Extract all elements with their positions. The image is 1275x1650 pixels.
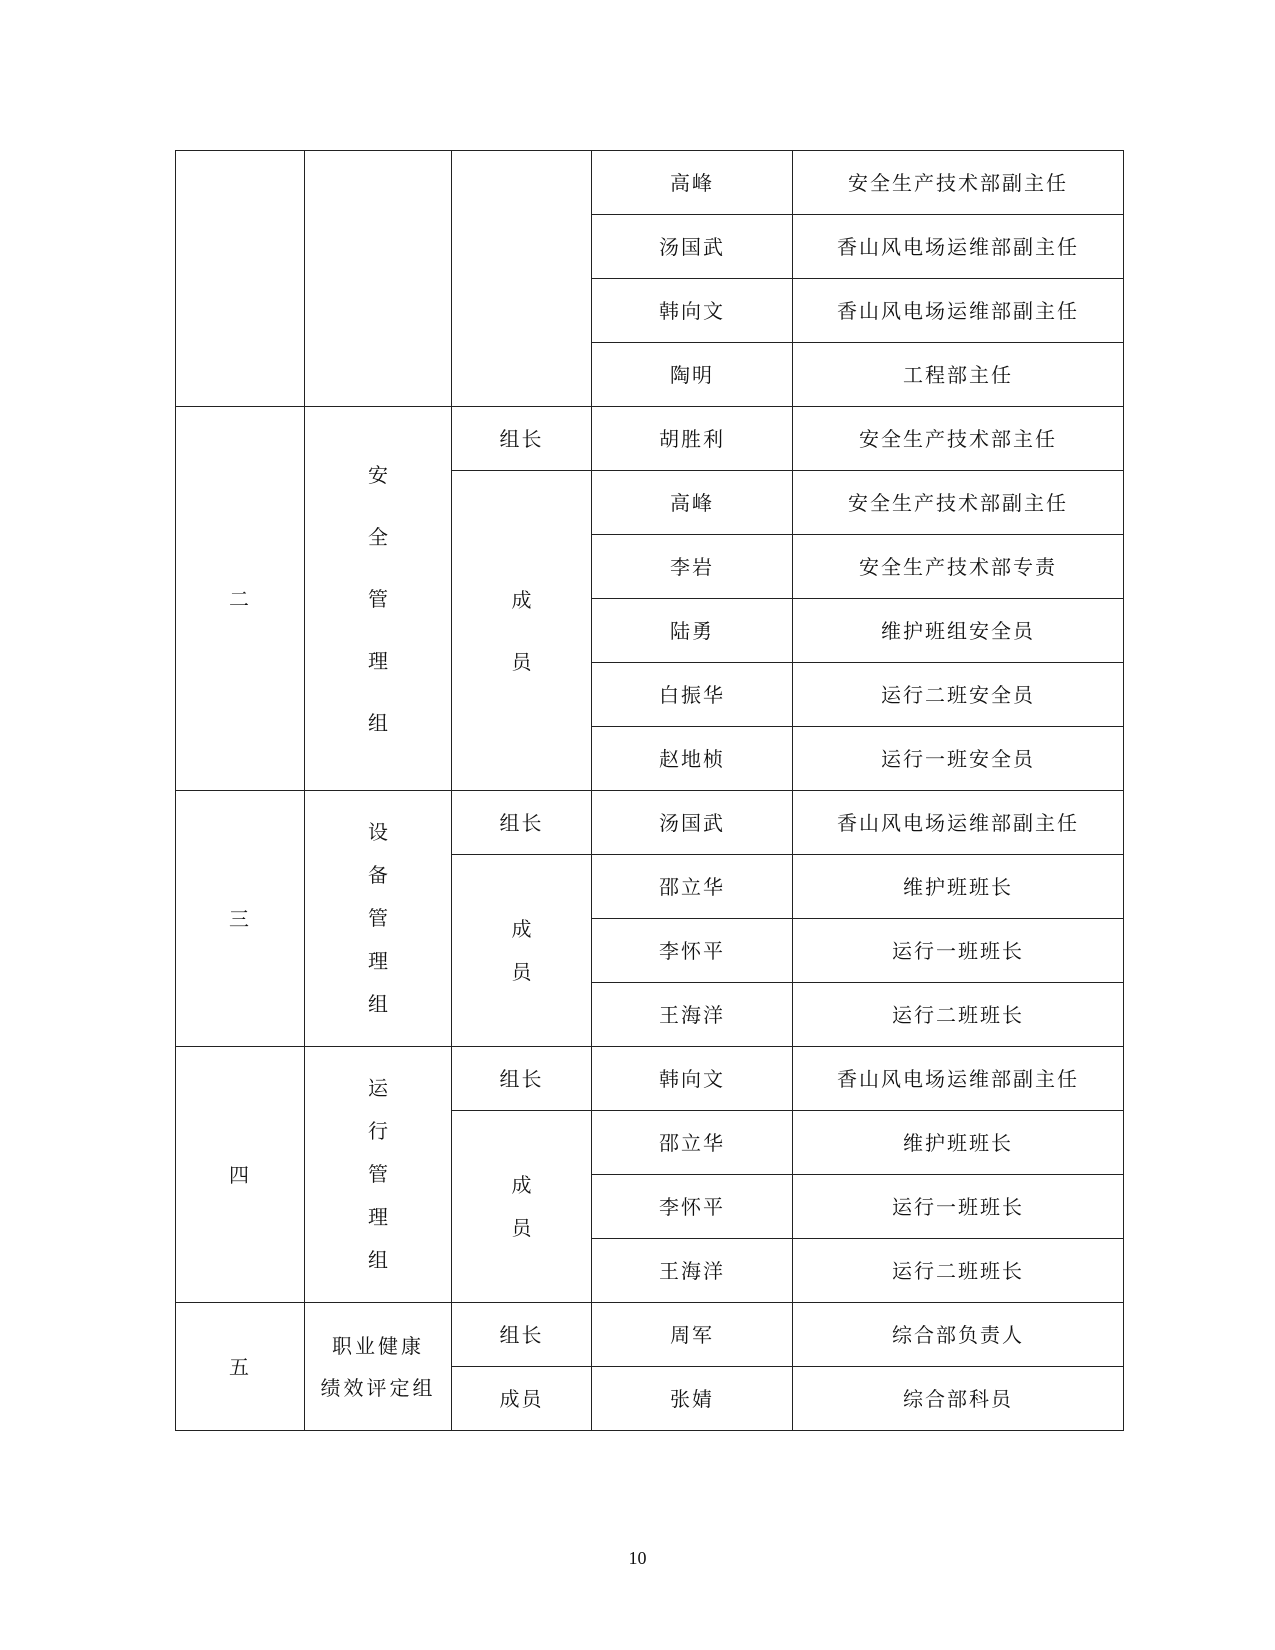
member-name: 李怀平 (592, 1175, 793, 1239)
leader-position: 香山风电场运维部副主任 (793, 791, 1124, 855)
member-name: 赵地桢 (592, 727, 793, 791)
group-number: 五 (176, 1303, 305, 1431)
leader-name: 周军 (592, 1303, 793, 1367)
member-name: 王海洋 (592, 1239, 793, 1303)
member-position: 安全生产技术部副主任 (793, 471, 1124, 535)
member-position: 运行二班安全员 (793, 663, 1124, 727)
members-label: 成员 (511, 916, 532, 984)
leader-position: 安全生产技术部主任 (793, 407, 1124, 471)
leader-label: 组长 (452, 1303, 592, 1367)
group-cell-empty (305, 151, 452, 407)
leader-label: 组长 (452, 791, 592, 855)
members-label: 成员 (511, 587, 532, 674)
member-name: 高峰 (592, 471, 793, 535)
member-name: 白振华 (592, 663, 793, 727)
leader-label: 组长 (452, 407, 592, 471)
group-number: 二 (176, 407, 305, 791)
members-label-cell (452, 1111, 592, 1303)
leader-position: 综合部负责人 (793, 1303, 1124, 1367)
member-name: 邵立华 (592, 855, 793, 919)
member-name: 邵立华 (592, 1111, 793, 1175)
member-name: 汤国武 (592, 215, 793, 279)
table-row (176, 151, 1124, 215)
group-name: 运行管理组 (368, 1076, 388, 1272)
member-position: 运行一班班长 (793, 919, 1124, 983)
member-position: 安全生产技术部副主任 (793, 151, 1124, 215)
member-name: 张婧 (592, 1367, 793, 1431)
group-name-line-1: 职业健康 (332, 1333, 424, 1358)
group-name-cell (305, 791, 452, 1047)
member-position: 维护班组安全员 (793, 599, 1124, 663)
members-label-cell (452, 471, 592, 791)
member-position: 维护班班长 (793, 855, 1124, 919)
member-name: 陆勇 (592, 599, 793, 663)
leader-label: 组长 (452, 1047, 592, 1111)
group-name-line-2: 绩效评定组 (320, 1375, 436, 1400)
members-label: 成员 (452, 1367, 592, 1431)
member-name: 李怀平 (592, 919, 793, 983)
member-position: 运行一班安全员 (793, 727, 1124, 791)
members-label: 成员 (511, 1172, 532, 1240)
member-position: 工程部主任 (793, 343, 1124, 407)
member-name: 陶明 (592, 343, 793, 407)
page-number: 10 (628, 1548, 647, 1568)
leader-name: 韩向文 (592, 1047, 793, 1111)
group-name: 安全管理组 (368, 462, 388, 735)
member-name: 高峰 (592, 151, 793, 215)
group-number: 四 (176, 1047, 305, 1303)
member-position: 香山风电场运维部副主任 (793, 215, 1124, 279)
member-position: 安全生产技术部专责 (793, 535, 1124, 599)
group-number: 三 (176, 791, 305, 1047)
member-name: 王海洋 (592, 983, 793, 1047)
member-name: 韩向文 (592, 279, 793, 343)
leader-name: 胡胜利 (592, 407, 793, 471)
group-name-cell (305, 407, 452, 791)
group-name: 设备管理组 (368, 820, 388, 1016)
leader-position: 香山风电场运维部副主任 (793, 1047, 1124, 1111)
table-row (176, 407, 1124, 471)
table-row (176, 1303, 1124, 1367)
group-name-cell (305, 1303, 452, 1431)
member-position: 综合部科员 (793, 1367, 1124, 1431)
organization-table (175, 150, 1124, 1431)
member-position: 运行二班班长 (793, 1239, 1124, 1303)
group-name-cell (305, 1047, 452, 1303)
members-label-cell (452, 855, 592, 1047)
table-row (176, 1047, 1124, 1111)
number-cell-empty (176, 151, 305, 407)
member-position: 运行二班班长 (793, 983, 1124, 1047)
leader-name: 汤国武 (592, 791, 793, 855)
member-name: 李岩 (592, 535, 793, 599)
role-cell-empty (452, 151, 592, 407)
member-position: 香山风电场运维部副主任 (793, 279, 1124, 343)
member-position: 运行一班班长 (793, 1175, 1124, 1239)
member-position: 维护班班长 (793, 1111, 1124, 1175)
table-row (176, 791, 1124, 855)
